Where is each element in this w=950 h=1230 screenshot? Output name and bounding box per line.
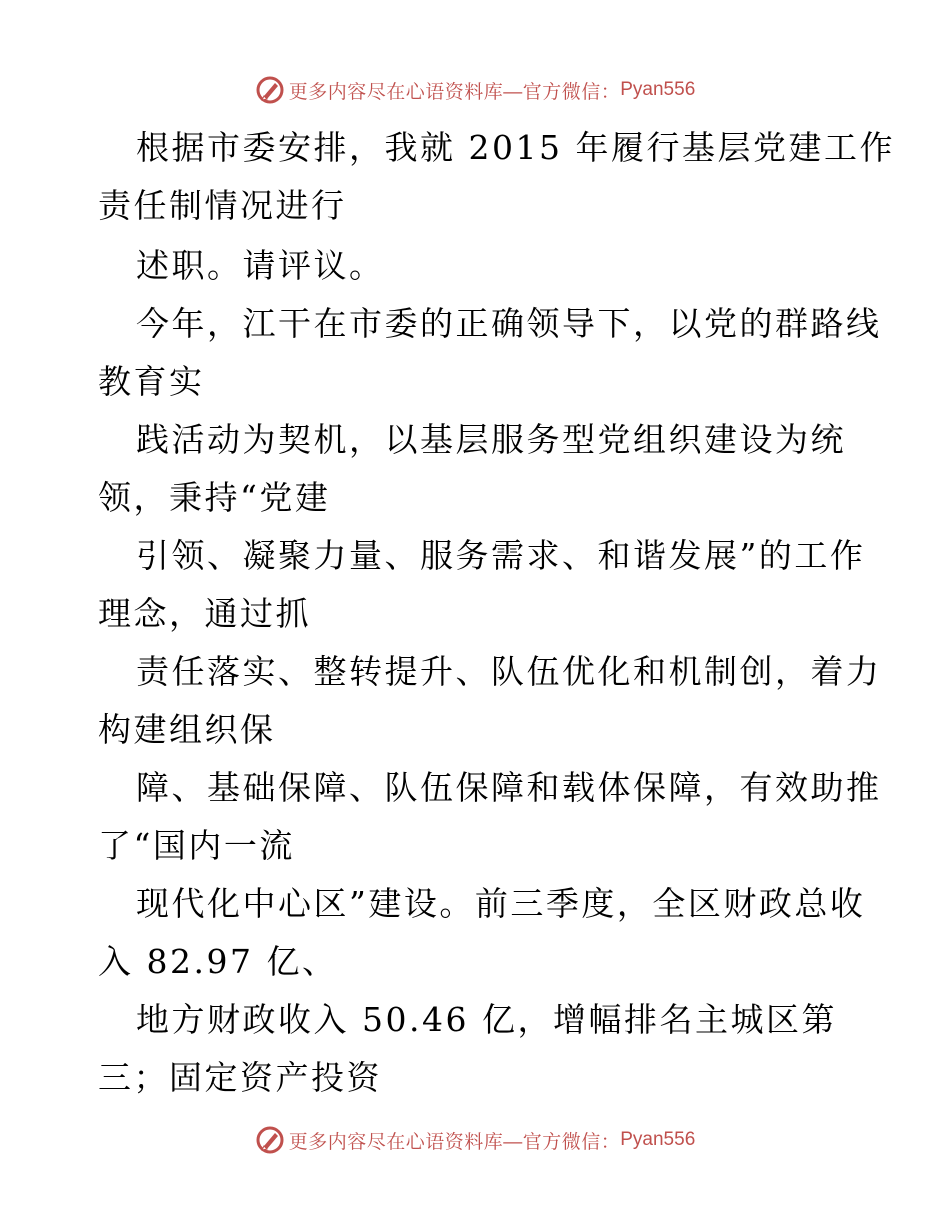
- paragraph-line: 理念，通过抓: [98, 594, 311, 633]
- watermark-footer: [0, 1120, 950, 1160]
- paragraph-line: 了“国内一流: [98, 826, 295, 865]
- paragraph-line: 责任落实、整转提升、队伍优化和机制创，着力: [136, 652, 882, 691]
- paragraph-line: 根据市委安排，我就 2015 年履行基层党建工作: [136, 128, 895, 167]
- paragraph-line: 地方财政收入 50.46 亿，增幅排名主城区第: [136, 1000, 837, 1039]
- watermark-header: [0, 70, 950, 110]
- paragraph-line: 构建组织保: [98, 710, 276, 749]
- paragraph-line: 三；固定资产投资: [98, 1058, 382, 1097]
- paragraph-line: 教育实: [98, 362, 205, 401]
- watermark-wechat-id: Pyan556: [620, 1129, 696, 1150]
- paragraph-line: 述职。请评议。: [136, 246, 385, 285]
- paragraph-line: 践活动为契机，以基层服务型党组织建设为统: [136, 420, 846, 459]
- paragraph-line: 障、基础保障、队伍保障和载体保障，有效助推: [136, 768, 882, 807]
- watermark-text: 更多内容尽在心语资料库—官方微信：: [288, 81, 621, 103]
- pen-logo-icon: [255, 75, 285, 105]
- watermark-text: 更多内容尽在心语资料库—官方微信：: [288, 1131, 621, 1153]
- paragraph-line: 现代化中心区”建设。前三季度，全区财政总收: [136, 884, 866, 923]
- paragraph-line: 今年，江干在市委的正确领导下，以党的群路线: [136, 304, 882, 343]
- pen-logo-icon: [255, 1125, 285, 1155]
- paragraph-line: 责任制情况进行: [98, 186, 347, 225]
- watermark-wechat-id: Pyan556: [620, 79, 696, 100]
- paragraph-line: 引领、凝聚力量、服务需求、和谐发展”的工作: [136, 536, 866, 575]
- paragraph-line: 领，秉持“党建: [98, 478, 331, 517]
- paragraph-line: 入 82.97 亿、: [98, 942, 338, 981]
